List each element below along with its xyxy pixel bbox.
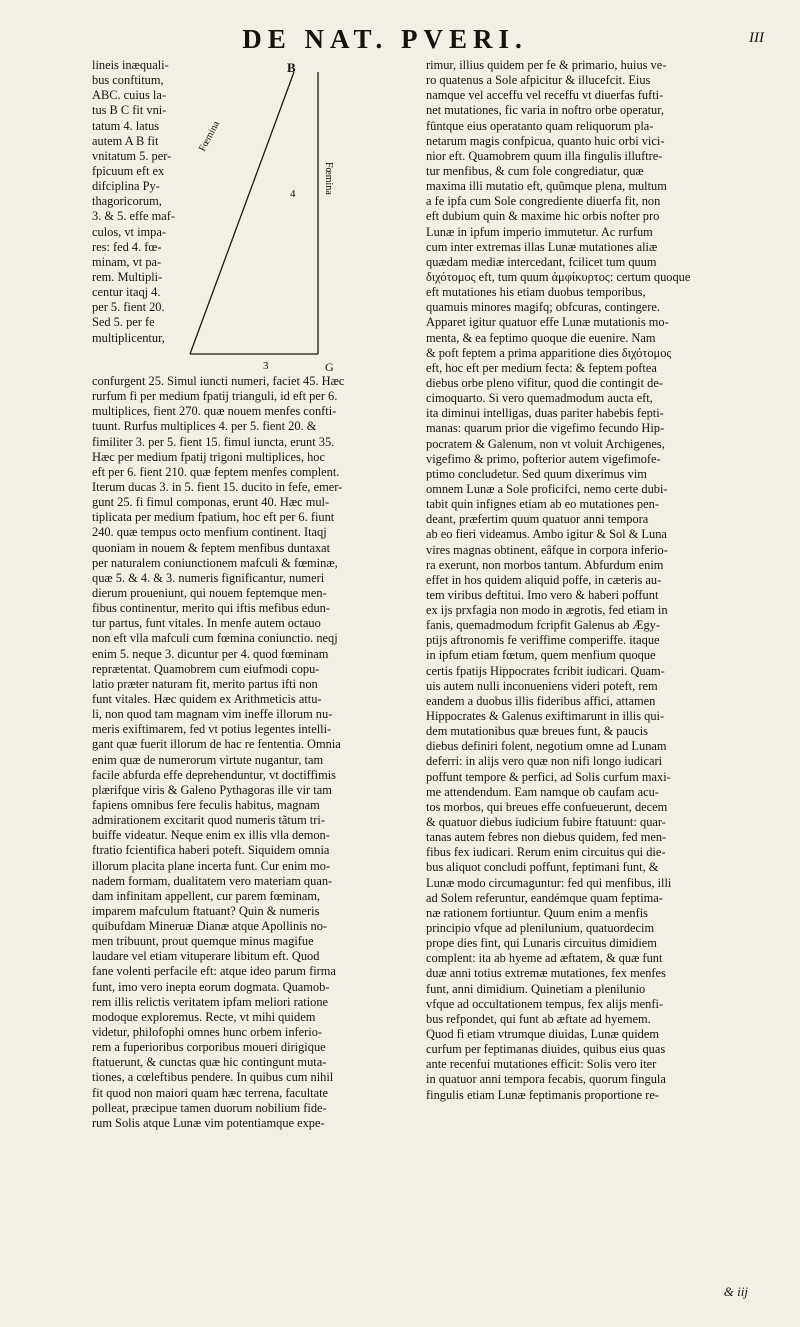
text-line: reprætentat. Quamobrem cum eiufmodi copu- xyxy=(92,661,320,676)
text-line: cimoquarto. Si vero quemadmodum aucta eft, xyxy=(426,391,653,406)
text-line: certis fpatijs Hippocrates fcribit iudicari. Quam- xyxy=(426,663,665,678)
text-line: Lunæ in ipfum imperio immutetur. Ac rurfum xyxy=(426,224,653,239)
text-line: ab eo fieri videamus. Ambo igitur & Sol & Luna xyxy=(426,527,667,542)
catchword: & iij xyxy=(723,1284,748,1299)
text-line: plærifque viris & Galeno Pythagoras ille vir tam xyxy=(92,782,332,797)
text-line: Sed 5. per fe xyxy=(92,315,155,330)
text-line: laudare vel etiam vituperare libitum eft. Quod xyxy=(92,949,320,964)
text-line: per 5. fient 20. xyxy=(92,300,165,315)
text-line: rem. Multipli- xyxy=(92,269,163,284)
text-line: fingulis etiam Lunæ feptimanis proportione re- xyxy=(426,1087,659,1102)
text-line: tabit quin infignes etiam ab eo mutationes pen- xyxy=(426,497,659,512)
text-line: Apparet igitur quatuor effe Lunæ mutationis mo- xyxy=(426,315,669,330)
text-line: fane volenti perfacile eft: atque ideo parum firma xyxy=(92,964,336,979)
text-line: minam, vt pa- xyxy=(92,254,162,269)
text-line: facile abfurda effe deprehenduntur, vt doctiffimis xyxy=(92,767,337,782)
triangle-diagram xyxy=(186,62,360,376)
text-line: vfque ad occultationem tempus, fex alijs menfi- xyxy=(426,996,664,1011)
text-line: maxima illi mutatio eft, quûmque plena, multum xyxy=(426,179,667,194)
text-line: quæ 5. & 4. & 3. numeris fignificantur, numeri xyxy=(92,570,325,585)
text-line: Hippocrates & Galenus exiftimarunt in illis qui- xyxy=(426,709,665,724)
text-line: curfum per feptimanas diuides, quibus eius quas xyxy=(426,1042,666,1057)
text-line: ex ijs prxfagia non modo in ægrotis, fed etiam in xyxy=(426,603,668,618)
text-line: enim 5. neque 3. dicuntur per 4. quod fœminam xyxy=(92,646,329,661)
text-line: eandem a duobus illis fideribus affici, attamen xyxy=(426,693,656,708)
text-line: quædam mediæ intercedant, fcilicet tum quum xyxy=(426,254,657,269)
text-line: tuunt. Rurfus multiplices 4. per 5. fient 20. & xyxy=(92,419,317,434)
text-line: omnem Lunæ a Sole proficifci, nemo certe dubi- xyxy=(426,481,668,496)
text-line: tus B C fit vni- xyxy=(92,103,167,118)
text-line: diebus orbe pleno vifitur, quod die contingit de- xyxy=(426,375,663,390)
text-line: ptimo concludetur. Sed quum dixerimus vim xyxy=(426,466,647,481)
text-line: gunt 25. fi fimul componas, erunt 40. Hæc mul- xyxy=(92,495,330,510)
text-line: ita diminui intelligas, duas pariter habebis fepti- xyxy=(426,406,664,421)
text-line: ro quatenus a Sole afpicitur & illucefcit. Eius xyxy=(426,73,651,88)
text-line: duæ anni totius extremæ mutationes, fex menfes xyxy=(426,966,666,981)
text-line: dam infinitam appellent, cur parem fœminam, xyxy=(92,888,321,903)
text-line: principio vfque ad plenilunium, quatuordecim xyxy=(426,921,655,936)
text-line: net mutationes, fic varia in noftro orbe operatur, xyxy=(426,103,664,118)
text-line: rem illis relictis veritatem ipfam meliori ratione xyxy=(92,994,329,1009)
text-line: ra exerunt, non morbos tantum. Abfurdum enim xyxy=(426,557,664,572)
text-line: imparem mafculum ftatuant? Quin & numeris xyxy=(92,903,320,918)
text-line: lineis inæquali- xyxy=(92,58,169,72)
text-line: difciplina Py- xyxy=(92,179,160,194)
text-line: ptijs aftronomis fe veriffime comperiffe. itaque xyxy=(426,633,660,648)
text-line: tos morbos, qui breues effe confueuerunt, decem xyxy=(426,799,668,814)
text-line: næ rationem fortiuntur. Quum enim a menfis xyxy=(426,905,648,920)
text-line: bus aliquot concludi poffunt, feptimani funt, & xyxy=(426,860,659,875)
text-line: dem mutationibus quæ breues funt, & paucis xyxy=(426,724,648,739)
text-line: Iterum ducas 3. in 5. fient 15. ducito in fefe, emer- xyxy=(92,479,343,494)
text-line: vires magnas obtinent, eâfque in corpora inferio- xyxy=(426,542,668,557)
text-line: men tribuunt, prout quemque minus magifue xyxy=(92,934,314,949)
text-line: prope dies fint, qui Lunaris circuitus dimidiem xyxy=(426,936,657,951)
text-line: rum Solis atque Lunæ vim potentiamque expe- xyxy=(92,1115,325,1130)
base-number-label: 3 xyxy=(263,360,269,372)
text-line: & poft feptem a prima apparitione dies διχότομος xyxy=(426,345,672,360)
text-line: fapiens omnibus fere feculis habitus, magnam xyxy=(92,797,320,812)
text-line: modoque exploremus. Recte, vt mihi quidem xyxy=(92,1009,316,1024)
text-line: bus conftitum, xyxy=(92,73,164,88)
vertex-label-b: B xyxy=(287,62,296,75)
text-line: deferri: in alijs vero quæ non nifi longo iudicari xyxy=(426,754,663,769)
text-line: fimiliter 3. per 5. fient 15. fimul iuncta, erunt 35. xyxy=(92,434,335,449)
running-title: DE NAT. PVERI. xyxy=(242,24,528,54)
text-line: ftratio fcientifica haberi poteft. Siquidem omnia xyxy=(92,843,330,858)
text-line: effet in hos quidem aliquid poffe, in cæteris au- xyxy=(426,572,662,587)
text-line: Quod fi etiam vtrumque diuidas, Lunæ quidem xyxy=(426,1027,659,1041)
right-side-label: Fœmina xyxy=(323,162,334,195)
text-line: culos, vt impa- xyxy=(92,224,166,239)
left-column-narrow xyxy=(92,58,182,346)
text-line: non eft vlla mafculi cum fœmina coniunctio. neqj xyxy=(92,631,338,646)
triangle-hypotenuse xyxy=(190,72,294,354)
text-line: illorum placita plane incerta funt. Cur enim mo- xyxy=(92,858,331,873)
text-line: latio præter naturam fit, merito partus ifti non xyxy=(92,676,318,691)
text-line: 3. & 5. effe maf- xyxy=(92,209,176,224)
text-line: per naturalem coniunctionem mafculi & fœminæ, xyxy=(92,555,338,570)
text-line: tatum 4. latus xyxy=(92,118,160,133)
text-line: fpicuum eft ex xyxy=(92,163,165,178)
text-line: fûntque eius operatanto quam reliquorum pla- xyxy=(426,118,654,133)
text-line: multiplices, fient 270. quæ nouem menfes confti- xyxy=(92,404,337,419)
text-line: confurgent 25. Simul iuncti numeri, faciet 45. Hæc xyxy=(92,374,345,388)
text-line: quoniam in nouem & feptem menfibus duntaxat xyxy=(92,540,331,555)
text-line: eft, hoc eft per medium fecta: & feptem poftea xyxy=(426,360,657,375)
text-line: nior eft. Quamobrem quum illa fingulis illuftre- xyxy=(426,148,663,163)
text-line: fibus fex iudicari. Rerum enim circuitus qui die- xyxy=(426,845,666,860)
text-line: res: fed 4. fœ- xyxy=(92,239,162,254)
text-line: uis autem nulli inconueniens videri poteft, rem xyxy=(426,678,658,693)
text-line: tiplicata per medium fpatium, hoc eft per 6. fiunt xyxy=(92,510,335,525)
text-line: funt, imo vero inepta eorum dogmata. Quamob- xyxy=(92,979,330,994)
text-line: διχότομος eft, tum quum ἀμφίκυρτος: certum quoque xyxy=(426,269,691,284)
text-line: tem viribus deftitui. Imo vero & haberi poffunt xyxy=(426,587,659,602)
text-line: funt vitales. Hæc quidem ex Arithmeticis attu- xyxy=(92,691,322,706)
text-line: complent: ita ab hyeme ad æftatem, & quæ funt xyxy=(426,951,663,966)
text-line: videtur, philofophi omnes hunc orbem inferio- xyxy=(92,1025,323,1040)
text-line: eft mutationes his etiam duobus temporibus, xyxy=(426,285,646,300)
left-side-label: Fœmina xyxy=(196,119,223,154)
text-line: ftatuerunt, & cunctas quæ hic contingunt muta- xyxy=(92,1055,327,1070)
text-line: & quatuor diebus iudicium fubire ftatuunt: quar- xyxy=(426,815,666,830)
text-line: ante recenfui mutationes efficit: Solis vero iter xyxy=(426,1057,657,1072)
text-line: vnitatum 5. per- xyxy=(92,148,172,163)
text-line: a fe ipfa cum Sole congrediente diuerfa fit, non xyxy=(426,194,661,209)
text-line: cum inter extremas illas Lunæ mutationes aliæ xyxy=(426,239,658,254)
text-line: namque vel acceffu vel receffu vt diuerfas fufti- xyxy=(426,88,664,103)
text-line: diebus definiri folent, negotium omne ad Lunam xyxy=(426,739,667,754)
text-line: autem A B fit xyxy=(92,133,159,148)
text-line: pocratem & Galenum, non vt voluit Archigenes, xyxy=(426,436,665,451)
text-line: nadem formam, dualitatem vero materiam quan- xyxy=(92,873,333,888)
text-line: ad Solem referuntur, eandémque quam feptima- xyxy=(426,890,663,905)
text-line: manas: quarum prior die vigefimo fecundo Hip- xyxy=(426,421,665,436)
text-line: vigefimo & primo, pofterior autem vigefimofe- xyxy=(426,451,661,466)
text-line: bus refpondet, qui funt ab æftate ad hyemem. xyxy=(426,1011,651,1026)
text-line: rem a fuperioribus corporibus moueri dirigique xyxy=(92,1040,326,1055)
text-line: rurfum fi per medium fpatij trianguli, id eft per 6. xyxy=(92,389,338,404)
text-line: eft dubium quin & maxime hic orbis nofter pro xyxy=(426,209,660,224)
text-line: Hæc per medium fpatij trigoni multiplices, hoc xyxy=(92,449,325,464)
text-line: 240. quæ tempus octo menfium continent. Itaqj xyxy=(92,525,327,540)
text-line: multiplicentur, xyxy=(92,330,165,345)
text-line: tanas autem febres non diebus quidem, fed men- xyxy=(426,830,667,845)
triangle-svg xyxy=(186,62,360,376)
text-line: fibus continentur, merito qui iftis mefibus edun- xyxy=(92,601,330,616)
text-line: in quatuor anni tempora fecabis, quorum fingula xyxy=(426,1072,666,1087)
vertex-label-g: G xyxy=(325,360,334,374)
text-line: fit quod non maiori quam hæc terrena, facultate xyxy=(92,1085,329,1100)
side-number-label: 4 xyxy=(290,188,296,200)
text-line: deant, præfertim quum quatuor anni tempora xyxy=(426,512,649,527)
text-line: enim quæ de numerorum virtute nugantur, tam xyxy=(92,752,324,767)
text-line: quibufdam Mineruæ Dianæ atque Apollinis no- xyxy=(92,919,328,934)
text-line: funt, anni dimidium. Quinetiam a plenilunio xyxy=(426,981,646,996)
text-line: gant quæ fuerit illorum de hac re fententia. Omnia xyxy=(92,737,341,752)
text-line: polleat, præcipue tamen duorum nobilium fide- xyxy=(92,1100,327,1115)
text-line: buiffe videatur. Neque enim ex illis vlla demon- xyxy=(92,828,330,843)
text-line: dierum proueniunt, qui nouem feptemque men- xyxy=(92,585,327,600)
folio-number: III xyxy=(749,30,764,46)
text-line: me attendendum. Eam namque ob caufam acu- xyxy=(426,784,659,799)
left-column-wide xyxy=(92,374,410,1131)
text-line: rimur, illius quidem per fe & primario, huius ve- xyxy=(426,58,667,72)
text-line: tur menfibus, & cum fole congrediatur, quæ xyxy=(426,163,644,178)
text-line: meris exiftimarem, fed vt potius legentes intelli- xyxy=(92,722,332,737)
text-line: poffunt tempore & perfici, ad Solis curfum maxi- xyxy=(426,769,671,784)
text-line: Lunæ modo circumaguntur: fed qui menfibus, illi xyxy=(426,875,672,890)
text-line: li, non quod tam magnam vim ineffe illorum nu- xyxy=(92,707,333,722)
text-line: quamuis minores magifq; obfcuras, contingere. xyxy=(426,300,660,315)
right-column xyxy=(426,58,774,1103)
text-line: centur itaqj 4. xyxy=(92,285,161,300)
text-line: thagoricorum, xyxy=(92,194,162,209)
text-line: ABC. cuius la- xyxy=(92,88,166,103)
text-line: in ipfum etiam fœtum, quem menfium quoque xyxy=(426,648,656,663)
text-line: admirationem excitarit quod numeris tãtum tri- xyxy=(92,813,325,828)
text-line: tiones, a cœleftibus pendere. In quibus cum nihil xyxy=(92,1070,334,1085)
text-line: fanis, quemadmodum fcripfit Galenus ab Ægy- xyxy=(426,618,660,633)
text-line: eft per 6. fient 210. quæ feptem menfes complent. xyxy=(92,464,340,479)
text-line: tur partus, funt vitales. In menfe autem octauo xyxy=(92,616,321,631)
text-line: menta, & ea feptimo quoque die euenire. Nam xyxy=(426,330,656,345)
text-line: netarum magis confpicua, quanto huic orbi vici- xyxy=(426,133,665,148)
